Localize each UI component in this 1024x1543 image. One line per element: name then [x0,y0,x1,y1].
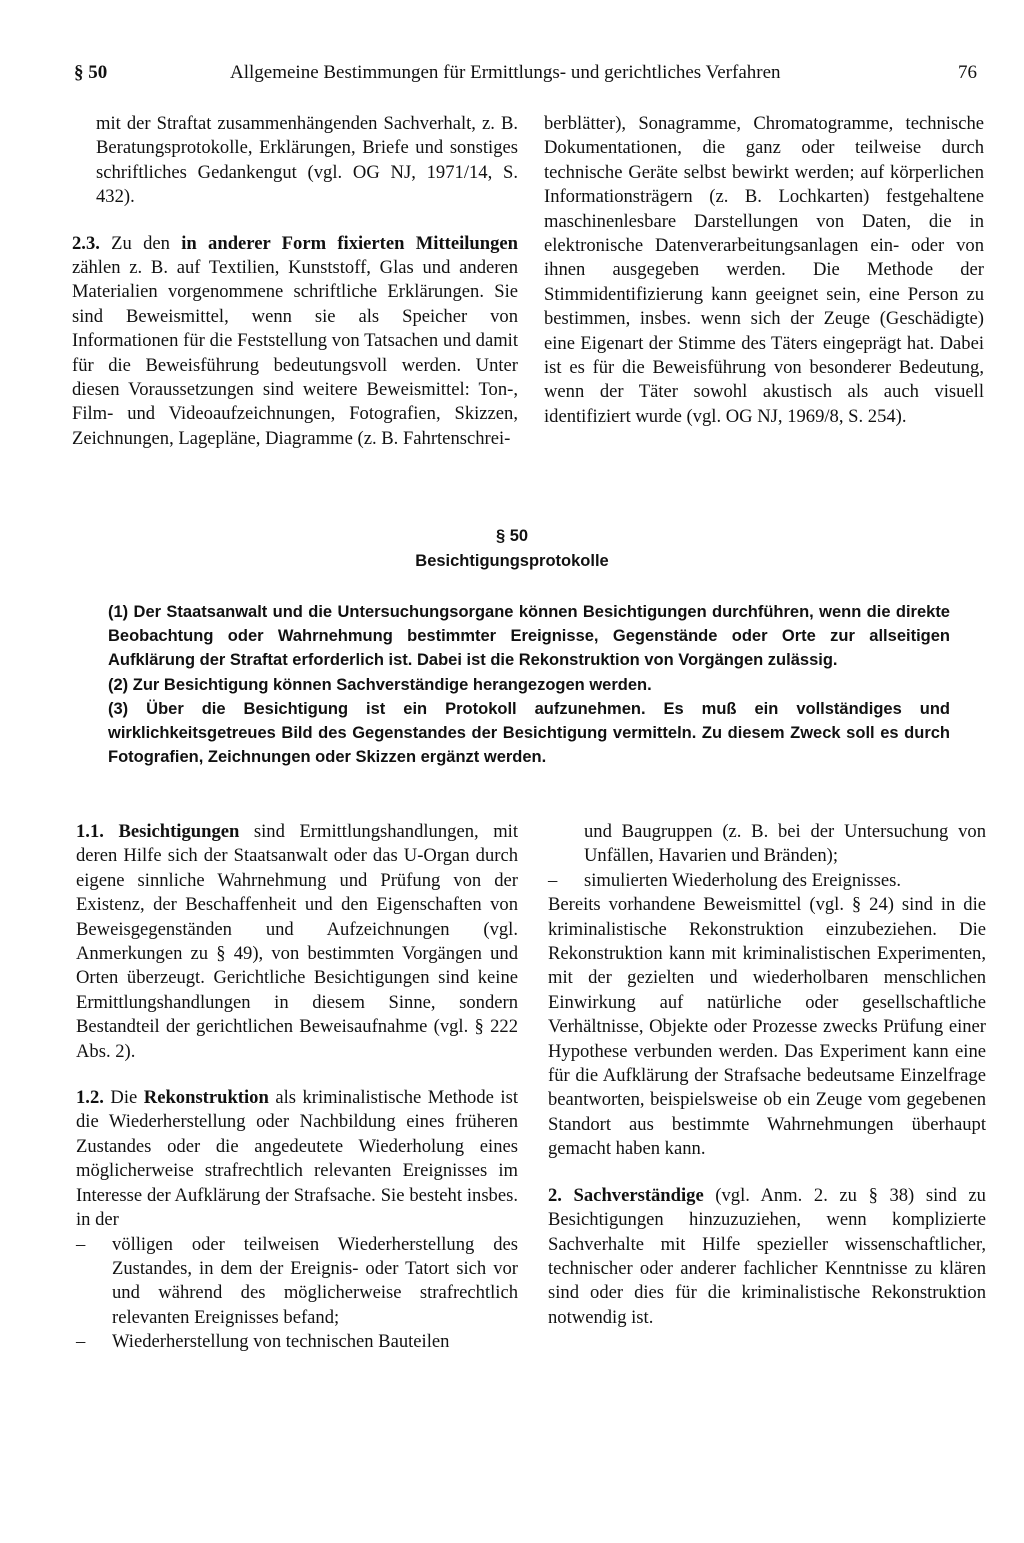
list-item: – Wiederherstellung von technischen Bauteilen [76,1330,518,1354]
law-section-number: § 50 [495,527,529,545]
paragraph-1-1: 1.1. Besichtigungen sind Ermittlungshandlungen, mit deren Hilfe sich der Staatsanwalt oder das U-Organ durch eigene sinnliche Wahrnehmung und Prüfung von der Existenz, der Beschaffenheit und den Eigenschaften von Beweisgegenständen und Aufzeichnungen (vgl. Anmerkungen zu § 49), von bestimmten Vorgängen und Orten überzeugt. Gerichtliche Besichtigungen sind keine Ermittlungshandlungen in diesem Sinne, sondern Bestandteil der gerichtlichen Beweisaufnahme (vgl. § 222 Abs. 2). [76,821,518,1062]
law-paragraph-1: (1) Der Staatsanwalt und die Untersuchungsorgane können Besichtigungen durchführen, wenn die direkte Beobachtung oder Wahrnehmung bestimmter Ereignisse, Gegenstände oder Orte zur allseitigen Aufklärung der Straftat erforderlich ist. Dabei ist die Rekonstruktion von Vorgängen zulässig. [108,603,950,670]
emphasis: Sachverständige [573,1184,704,1206]
law-paragraph-3: (3) Über die Besichtigung ist ein Protokoll aufzunehmen. Es muß ein vollständiges und wirklichkeitsgetreues Bild des Gegenstandes der Besichtigung vermitteln. Zu diesem Zweck soll es durch Fotografien, Zeichnungen oder Skizzen ergänzt werden. [108,699,950,767]
emphasis: Rekonstruktion [143,1087,269,1109]
bottom-right-column [548,820,986,1330]
paragraph-number: 2.3. [72,232,100,254]
running-head-section: § 50 [74,62,108,83]
list-item: – simulierten Wiederholung des Ereignisses. [548,869,986,893]
paragraph-number: 1.1. [76,821,104,842]
bottom-left-column [76,820,518,1355]
dash-bullet: – [76,1331,86,1353]
top-right-column [544,112,984,429]
paragraph-reconstruction: Bereits vorhandene Beweismittel (vgl. § 24) sind in die kriminalistische Rekonstruktion einzubeziehen. Die Rekonstruktion kann mit kriminalistischen Experimenten, mit der gezielten und wiederholbaren menschlichen Einwirkung auf natürliche oder gesellschaftliche Verhältnisse, Objekte oder Prozesse zwecks Prüfung einer Hypothese verbunden werden. Das Experiment kann eine für die Aufklärung der Strafsache bedeutsame Einzelfrage beantworten, beispielsweise ob ein Zeuge vom gegebenen Standort aus bestimmte Wahrnehmungen überhaupt gemacht haben kann. [548,894,986,1160]
running-head-title: Allgemeine Bestimmungen für Ermittlungs- und gerichtliches Verfahren [230,62,781,83]
emphasis: Besichtigungen [118,821,240,842]
paragraph-continuation: mit der Straftat zusammenhängenden Sachverhalt, z. B. Beratungsprotokolle, Erklärungen, Briefe und sonstiges schriftliches Gedankengut (vgl. OG NJ, 1971/14, S. 432). [96,113,518,208]
list-item-continuation: und Baugruppen (z. B. bei der Untersuchung von Unfällen, Havarien und Bränden); [584,821,986,867]
law-section-title: Besichtigungsprotokolle [415,552,609,570]
paragraph-number: 1.2. [76,1087,104,1109]
paragraph-2: 2. Sachverständige (vgl. Anm. 2. zu § 38) sind zu Besichtigungen hinzuzuziehen, wenn komplizierte Sachverhalte mit Hilfe spezieller wissenschaftlicher, technischer oder anderer fachlicher Kenntnisse zu klären sind oder dies für die kriminalistische Rekonstruktion notwendig ist. [548,1184,986,1328]
list-item: – völligen oder teilweisen Wiederherstellung des Zustandes, in dem der Ereignis- oder Tatort sich vor und während des möglicherweise strafrechtlich relevanten Ereignisses befand; [76,1233,518,1328]
law-paragraph-2: (2) Zur Besichtigung können Sachverständige herangezogen werden. [108,675,652,694]
page-number: 76 [958,62,977,83]
paragraph-1-2: 1.2. Die Rekonstruktion als kriminalistische Methode ist die Wiederherstellung oder Nachbildung eines früheren Zustandes oder die angedeutete Wiederholung eines möglicherweise strafrechtlich relevanten Ereignisses im Interesse der Aufklärung der Strafsache. Sie besteht insbes. in der [76,1087,518,1231]
dash-bullet: – [76,1233,86,1255]
paragraph-2-3: 2.3. Zu den in anderer Form fixierten Mitteilungen zählen z. B. auf Textilien, Kunststoff, Glas und anderen Materialien vorgenommene schriftliche Erklärungen. Sie sind Beweismittel, wenn sie als Speicher von Informationen für die Feststellung von Tatsachen und damit für die Beweisführung bedeutungsvoll werden. Unter diesen Voraussetzungen sind weitere Beweismittel: Ton-, Film- und Videoaufzeichnungen, Fotografien, Skizzen, Zeichnungen, Lagepläne, Diagramme (z. B. Fahrtenschrei- [72,232,519,449]
emphasis: in anderer Form fixierten Mitteilungen [181,232,519,254]
law-text [108,600,950,769]
dash-bullet: – [548,869,558,891]
paragraph-continued: berblätter), Sonagramme, Chromatogramme, technische Dokumentationen, die ganz oder teilweise durch technische Geräte selbst bewirkt werden; auf körperlichen Informationsträgern (z. B. Lochkarten) festgehaltene maschinenlesbare Darstellungen von Daten, die in elektronische Datenverarbeitungsanlagen ein- oder von ihnen ausgegeben werden. Die Methode der Stimmidentifizierung kann geeignet sein, eine Person zu bestimmen, insbes. wenn sich der Zeuge (Geschädigte) eine Eigenart der Stimme des Täters eingeprägt hat. Dabei ist es für die Beweisführung von besonderer Bedeutung, wenn der Täter sowohl akustisch als auch visuell identifiziert wurde (vgl. OG NJ, 1969/8, S. 254). [544,113,984,427]
paragraph-number: 2. [548,1184,562,1206]
top-left-column [72,112,518,451]
